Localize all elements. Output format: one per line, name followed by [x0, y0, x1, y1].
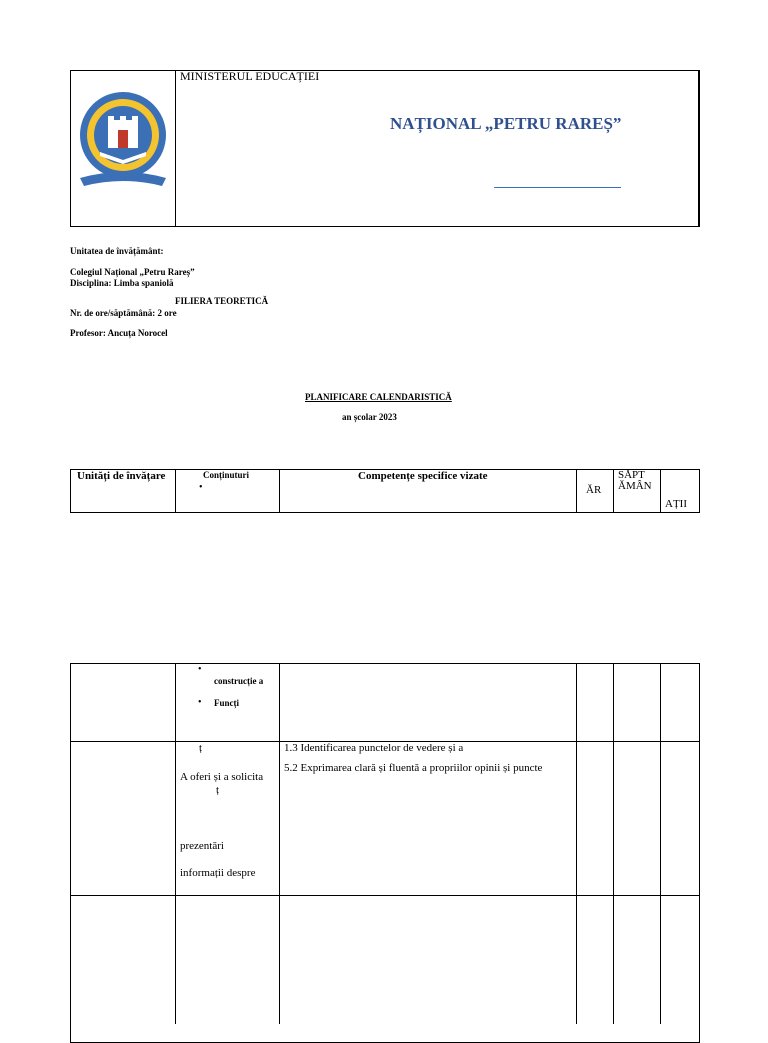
filiera: FILIERA TEORETICĂ [175, 296, 269, 306]
body-col-divider-1 [175, 663, 176, 1024]
body-col-divider-4 [613, 663, 614, 1024]
page-title: PLANIFICARE CALENDARISTICĂ [305, 392, 452, 402]
col-header-bullet: • [199, 482, 203, 493]
col-divider-1 [175, 469, 176, 513]
ministry-label: MINISTERUL EDUCAȚIEI [180, 69, 320, 83]
col-divider-5 [660, 469, 661, 513]
competence-item: 1.3 Identificarea punctelor de vedere și a [284, 742, 464, 754]
col-divider-2 [279, 469, 280, 513]
list-bullet: • [198, 664, 202, 675]
body-col-divider-2 [279, 663, 280, 1024]
col-header-4: ĂR [586, 484, 602, 496]
col-header-contents: Conținuturi [203, 470, 250, 480]
school-year: an școlar 2023 [342, 412, 397, 422]
school-logo [76, 90, 170, 190]
list-bullet: • [198, 697, 202, 708]
hours-per-week: Nr. de ore/săptămână: 2 ore [70, 308, 177, 318]
col-header-units: Unități de învățare [77, 470, 166, 482]
col-divider-4 [613, 469, 614, 513]
school-crest-icon [76, 90, 170, 190]
discipline: Disciplina: Limba spaniolă [70, 278, 174, 288]
school-name: NAȚIONAL „PETRU RAREȘ” [390, 114, 622, 133]
row2-mark: ț [199, 742, 203, 754]
col-header-5: SĂPT ĂMÂN [618, 469, 652, 492]
row-divider-2 [70, 895, 700, 896]
college-name: Colegiul Național „Petru Rareș” [70, 267, 195, 277]
body-col-divider-3 [576, 663, 577, 1024]
row2-text: informații despre [180, 867, 256, 879]
list-item: construcție a [214, 676, 264, 686]
body-col-divider-5 [660, 663, 661, 1024]
row2-mark: ț [216, 784, 220, 796]
content-table [70, 663, 700, 1043]
unit-label: Unitatea de învățământ: [70, 246, 164, 256]
col-header-6: AȚII [665, 498, 687, 510]
row2-text: A oferi și a solicita [180, 771, 264, 783]
col-header-competences: Competențe specifice vizate [358, 470, 488, 482]
list-item: Funcți [214, 698, 240, 708]
col-divider-3 [576, 469, 577, 513]
row2-text: prezentări [180, 840, 224, 852]
teacher: Profesor: Ancuța Norocel [70, 328, 168, 338]
header-underline [494, 187, 621, 188]
competence-item: 5.2 Exprimarea clară și fluentă a propriilor opinii și puncte [284, 762, 543, 774]
header-divider [175, 70, 176, 227]
